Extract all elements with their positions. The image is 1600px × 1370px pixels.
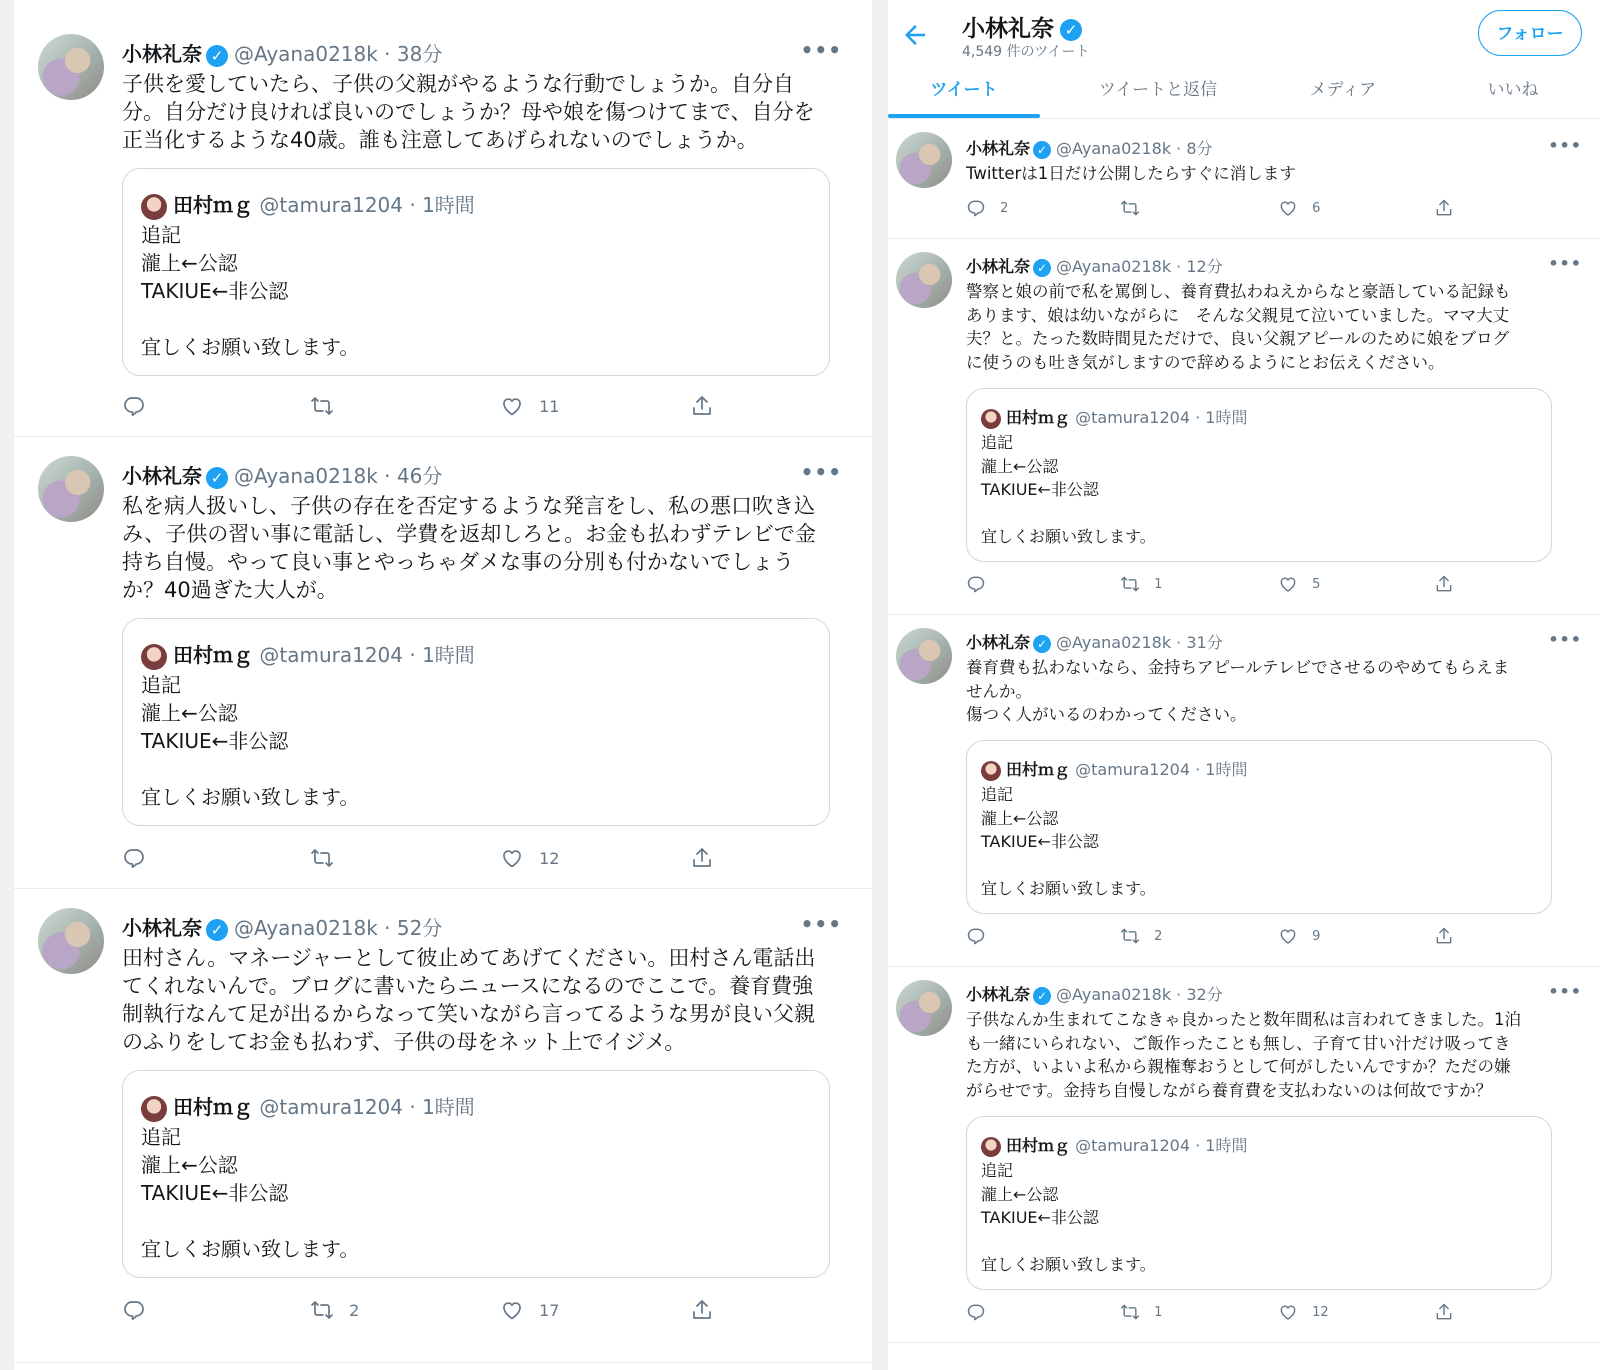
reply-icon <box>122 396 146 415</box>
quoted-avatar <box>981 761 1001 781</box>
tweet-handle-time[interactable]: @Ayana0218k · 8分 <box>1056 139 1213 158</box>
author-name[interactable]: 小林礼奈 <box>966 633 1031 652</box>
tweet-handle-time[interactable]: @Ayana0218k · 38分 <box>234 42 443 66</box>
like-count: 12 <box>1312 1304 1329 1320</box>
tweet[interactable] <box>888 238 1600 615</box>
like-count: 11 <box>539 396 560 416</box>
share-button[interactable] <box>1434 926 1454 946</box>
tweet-handle-time[interactable]: @Ayana0218k · 31分 <box>1056 633 1223 652</box>
retweet-icon <box>1120 577 1140 592</box>
share-button[interactable] <box>690 1298 714 1322</box>
like-icon <box>500 396 524 415</box>
retweet-button[interactable] <box>310 846 344 870</box>
reply-icon <box>122 1300 146 1319</box>
tweet[interactable] <box>888 118 1600 239</box>
tab-tweets-and-replies[interactable]: ツイートと返信 <box>1098 80 1218 100</box>
share-icon <box>1434 201 1454 216</box>
retweet-count: 2 <box>349 1300 360 1320</box>
quoted-tweet-header <box>141 1091 475 1122</box>
retweet-icon <box>1120 201 1140 216</box>
profile-header <box>888 0 1600 119</box>
avatar[interactable] <box>38 456 104 522</box>
share-icon <box>690 1300 714 1319</box>
quoted-handle-time: @tamura1204 · 1時間 <box>1075 408 1248 427</box>
tweet-header <box>966 136 1213 159</box>
reply-icon <box>966 201 986 216</box>
quoted-tweet[interactable] <box>122 618 830 826</box>
tweet-header <box>122 38 442 67</box>
quoted-tweet[interactable] <box>966 388 1552 562</box>
retweet-count: 2 <box>1154 928 1163 944</box>
quoted-tweet-header <box>141 189 475 220</box>
quoted-handle-time: @tamura1204 · 1時間 <box>1075 1136 1248 1155</box>
avatar[interactable] <box>896 132 952 188</box>
retweet-count: 1 <box>1154 576 1163 592</box>
share-button[interactable] <box>690 846 714 870</box>
author-name[interactable]: 小林礼奈 <box>122 42 202 66</box>
share-icon <box>690 848 714 867</box>
quoted-avatar <box>141 644 167 670</box>
verified-icon: ✓ <box>1033 987 1051 1005</box>
profile-name-text: 小林礼奈 <box>962 16 1054 42</box>
like-icon <box>1278 1305 1298 1320</box>
tweet-handle-time[interactable]: @Ayana0218k · 46分 <box>234 464 443 488</box>
retweet-button[interactable] <box>1120 198 1150 218</box>
tweet-header <box>966 630 1223 653</box>
author-name[interactable]: 小林礼奈 <box>966 139 1031 158</box>
more-icon[interactable]: ••• <box>1548 254 1582 273</box>
like-icon <box>500 1300 524 1319</box>
tweet-header <box>966 982 1223 1005</box>
quoted-author-name: 田村ｍｇ <box>173 643 253 667</box>
quoted-tweet-text: 追記 瀧上←公認 TAKIUE←非公認 宜しくお願い致します。 <box>141 1125 360 1261</box>
author-name[interactable]: 小林礼奈 <box>966 985 1031 1004</box>
reply-icon <box>966 929 986 944</box>
quoted-avatar <box>981 409 1001 429</box>
like-icon <box>1278 577 1298 592</box>
reply-icon <box>122 848 146 867</box>
avatar[interactable] <box>896 252 952 308</box>
tweet-handle-time[interactable]: @Ayana0218k · 12分 <box>1056 257 1223 276</box>
tweet-text: 養育費も払わないなら、金持ちアピールテレビでさせるのやめてもらえま せんか。 傷つく人がいるのわかってください。 <box>966 658 1510 724</box>
quoted-tweet-header <box>141 639 475 670</box>
reply-button[interactable] <box>122 846 156 870</box>
quoted-author-name: 田村ｍｇ <box>173 1095 253 1119</box>
like-button[interactable] <box>1278 926 1320 946</box>
verified-icon: ✓ <box>206 45 228 67</box>
avatar[interactable] <box>896 628 952 684</box>
quoted-tweet-text: 追記 瀧上←公認 TAKIUE←非公認 宜しくお願い致します。 <box>981 1161 1156 1274</box>
quoted-avatar <box>141 194 167 220</box>
quoted-tweet-header <box>981 405 1247 429</box>
more-icon[interactable]: ••• <box>1548 982 1582 1001</box>
more-icon[interactable]: ••• <box>800 912 842 936</box>
like-count: 6 <box>1312 200 1321 216</box>
verified-icon: ✓ <box>1060 19 1082 41</box>
like-button[interactable] <box>1278 574 1320 594</box>
like-icon <box>500 848 524 867</box>
tweet[interactable] <box>14 440 872 889</box>
quoted-author-name: 田村ｍｇ <box>1006 760 1071 779</box>
retweet-icon <box>310 396 334 415</box>
like-button[interactable] <box>1278 198 1320 218</box>
tweet[interactable] <box>14 892 872 1363</box>
share-button[interactable] <box>1434 574 1454 594</box>
like-count: 9 <box>1312 928 1321 944</box>
quoted-tweet-text: 追記 瀧上←公認 TAKIUE←非公認 宜しくお願い致します。 <box>141 673 360 809</box>
right-profile-panel <box>888 0 1600 1370</box>
reply-button[interactable] <box>966 1302 996 1322</box>
like-icon <box>1278 929 1298 944</box>
author-name[interactable]: 小林礼奈 <box>966 257 1031 276</box>
more-icon[interactable]: ••• <box>1548 630 1582 649</box>
retweet-icon <box>310 848 334 867</box>
retweet-button[interactable] <box>310 394 344 418</box>
retweet-icon <box>1120 1305 1140 1320</box>
tab-media[interactable]: メディア <box>1309 80 1377 100</box>
quoted-tweet-header <box>981 1133 1247 1157</box>
share-icon <box>1434 929 1454 944</box>
quoted-handle-time: @tamura1204 · 1時間 <box>1075 760 1248 779</box>
quoted-tweet[interactable] <box>966 1116 1552 1290</box>
tab-tweets[interactable]: ツイート <box>930 80 998 100</box>
quoted-tweet-text: 追記 瀧上←公認 TAKIUE←非公認 宜しくお願い致します。 <box>141 223 360 359</box>
quoted-tweet-text: 追記 瀧上←公認 TAKIUE←非公認 宜しくお願い致します。 <box>981 785 1156 898</box>
like-button[interactable] <box>500 1298 559 1322</box>
quoted-author-name: 田村ｍｇ <box>1006 408 1071 427</box>
reply-icon <box>966 1305 986 1320</box>
like-button[interactable] <box>500 394 559 418</box>
more-icon[interactable]: ••• <box>1548 136 1582 155</box>
like-count: 12 <box>539 848 560 868</box>
tweet-text: 私を病人扱いし、子供の存在を否定するような発言をし、私の悪口吹き込 み、子供の習い事に電話し、学費を返却しろと。お金も払わずテレビで金 持ち自慢。やって良い事とやっちゃダメな事の分別も付かないでしょう か？40過ぎた大人が。 <box>122 494 816 602</box>
share-icon <box>690 396 714 415</box>
reply-button[interactable] <box>122 1298 156 1322</box>
tweet-text: 警察と娘の前で私を罵倒し、養育費払わねえからなと豪語している記録も あります、娘は幼いながらに そんな父親見て泣いていました。ママ大丈 夫？と。たった数時間見ただけで、良い父親アピールのために娘をブログ に使うのも吐き気がしますので辞めるようにとお伝えください。 <box>966 282 1511 372</box>
tweet-text: 子供を愛していたら、子供の父親がやるような行動でしょうか。自分自 分。自分だけ良ければ良いのでしょうか？母や娘を傷つけてまで、自分を 正当化するような40歳。誰も注意してあげられないのでしょうか。 <box>122 72 815 152</box>
tweet-text: 子供なんか生まれてこなきゃ良かったと数年間私は言われてきました。1泊 も一緒にいられない、ご飯作ったことも無し、子育て甘い汁だけ吸ってき た方が、いよいよ私から親権奪おうとして何がしたいんですか？ただの嫌 がらせです。金持ち自慢しながら養育費を支払わないのは何故ですか？ <box>966 1010 1521 1100</box>
share-button[interactable] <box>1434 198 1454 218</box>
verified-icon: ✓ <box>1033 259 1051 277</box>
quoted-tweet-text: 追記 瀧上←公認 TAKIUE←非公認 宜しくお願い致します。 <box>981 433 1156 546</box>
follow-button[interactable]: フォロー <box>1478 10 1582 56</box>
retweet-button[interactable] <box>1120 574 1162 594</box>
retweet-button[interactable] <box>310 1298 359 1322</box>
tweet-handle-time[interactable]: @Ayana0218k · 52分 <box>234 916 443 940</box>
retweet-button[interactable] <box>1120 1302 1162 1322</box>
verified-icon: ✓ <box>206 919 228 941</box>
quoted-tweet[interactable] <box>966 740 1552 914</box>
quoted-tweet[interactable] <box>122 1070 830 1278</box>
tweet-header <box>966 254 1223 277</box>
profile-name <box>962 10 1087 43</box>
retweet-count: 1 <box>1154 1304 1163 1320</box>
more-icon[interactable]: ••• <box>800 460 842 484</box>
quoted-author-name: 田村ｍｇ <box>1006 1136 1071 1155</box>
reply-button[interactable] <box>966 926 996 946</box>
reply-icon <box>966 577 986 592</box>
reply-count: 2 <box>1000 200 1009 216</box>
reply-button[interactable] <box>966 198 1008 218</box>
share-icon <box>1434 577 1454 592</box>
verified-icon: ✓ <box>206 467 228 489</box>
avatar[interactable] <box>38 34 104 100</box>
tweet-header <box>122 460 442 489</box>
quoted-tweet-header <box>981 757 1247 781</box>
share-button[interactable] <box>690 394 714 418</box>
author-name[interactable]: 小林礼奈 <box>122 464 202 488</box>
author-name[interactable]: 小林礼奈 <box>122 916 202 940</box>
tweet-count: 4,549 件のツイート <box>962 44 1090 60</box>
tweet-text: Twitterは1日だけ公開したらすぐに消します <box>966 164 1296 183</box>
reply-button[interactable] <box>122 394 156 418</box>
more-icon[interactable]: ••• <box>800 38 842 62</box>
like-count: 17 <box>539 1300 560 1320</box>
avatar[interactable] <box>38 908 104 974</box>
retweet-icon <box>1120 929 1140 944</box>
share-button[interactable] <box>1434 1302 1454 1322</box>
retweet-button[interactable] <box>1120 926 1162 946</box>
tweet-text: 田村さん。マネージャーとして彼止めてあげてください。田村さん電話出 てくれないんで。ブログに書いたらニュースになるのでここで。養育費強 制執行なんて足が出るからなって笑いながら言ってるような男が良い父親 のふりをしてお金も払わず、子供の母をネット上でイジメ。 <box>122 946 816 1054</box>
quoted-avatar <box>141 1096 167 1122</box>
left-timeline-panel <box>14 0 872 1370</box>
tweet-header <box>122 912 442 941</box>
tab-likes[interactable]: いいね <box>1487 80 1539 100</box>
share-icon <box>1434 1305 1454 1320</box>
reply-button[interactable] <box>966 574 996 594</box>
tweet-handle-time[interactable]: @Ayana0218k · 32分 <box>1056 985 1223 1004</box>
quoted-handle-time: @tamura1204 · 1時間 <box>259 643 475 667</box>
tweet[interactable] <box>14 18 872 437</box>
verified-icon: ✓ <box>1033 141 1051 159</box>
tweet[interactable] <box>888 966 1600 1343</box>
tweet[interactable] <box>888 614 1600 967</box>
quoted-tweet[interactable] <box>122 168 830 376</box>
avatar[interactable] <box>896 980 952 1036</box>
retweet-icon <box>310 1300 334 1319</box>
back-arrow-icon[interactable] <box>900 20 930 50</box>
like-count: 5 <box>1312 576 1321 592</box>
quoted-handle-time: @tamura1204 · 1時間 <box>259 1095 475 1119</box>
like-button[interactable] <box>500 846 559 870</box>
like-icon <box>1278 201 1298 216</box>
quoted-avatar <box>981 1137 1001 1157</box>
quoted-author-name: 田村ｍｇ <box>173 193 253 217</box>
verified-icon: ✓ <box>1033 635 1051 653</box>
like-button[interactable] <box>1278 1302 1329 1322</box>
quoted-handle-time: @tamura1204 · 1時間 <box>259 193 475 217</box>
